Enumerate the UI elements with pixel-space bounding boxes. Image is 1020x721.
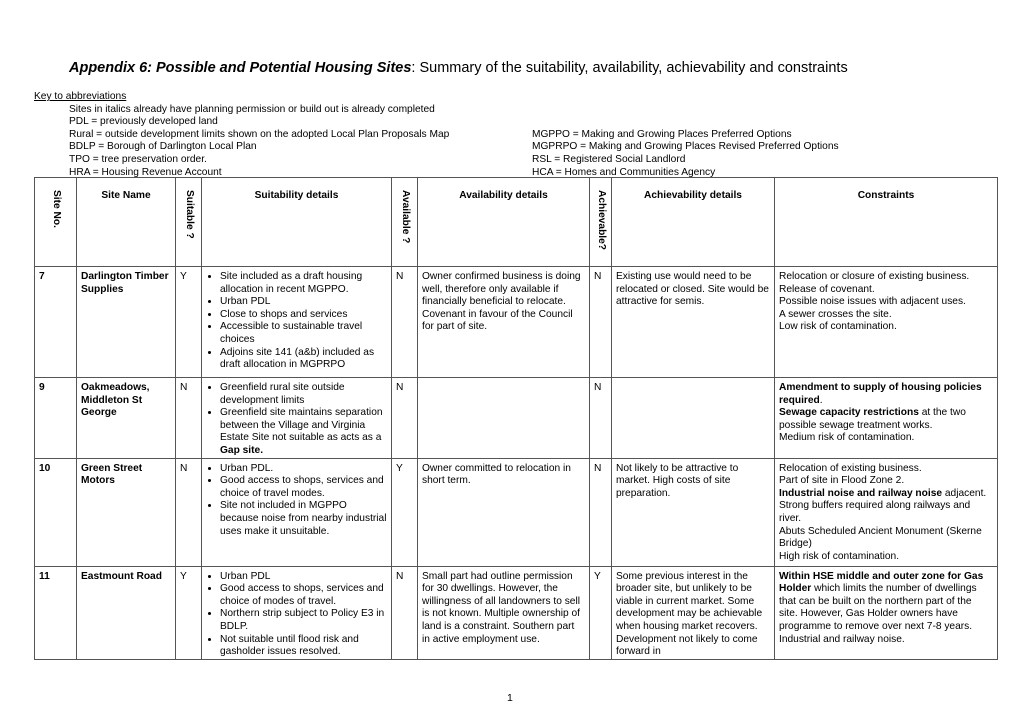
constraint-text: which limits the number of dwellings that can be built on the northern part of the site. However, Gas Holder owners have programme to remove over next 7-8 years.: [779, 583, 977, 632]
suitability-details: [202, 458, 392, 566]
constraint-line: Possible noise issues with adjacent uses.: [779, 296, 966, 308]
page-title: [69, 60, 848, 76]
constraint-line: Abuts Scheduled Ancient Monument (Skerne Bridge): [779, 525, 982, 550]
key-line-left: TPO = tree preservation order.: [69, 153, 207, 165]
achievable-flag: Y: [590, 566, 612, 659]
header-suitable: [176, 178, 202, 267]
page-title-bold: Appendix 6: Possible and Potential Housing Sites: [69, 60, 412, 76]
key-line-right: HCA = Homes and Communities Agency: [532, 166, 716, 178]
suitability-item: • Site not included in MGPPO because noise from nearby industrial uses make it unsuitable.: [220, 500, 387, 538]
header-achievability: Achievability details: [612, 178, 775, 267]
constraint-line: [779, 407, 993, 432]
header-site-no-label: Site No.: [50, 190, 62, 228]
achievable-flag: N: [590, 458, 612, 566]
header-suitability: Suitability details: [202, 178, 392, 267]
key-line: [34, 153, 686, 167]
site-name: Eastmount Road: [77, 566, 176, 659]
site-name: Green Street Motors: [77, 458, 176, 566]
constraint-line: [779, 571, 993, 634]
constraint-text: at the two possible sewage treatment works.: [779, 407, 966, 431]
suitability-details: [202, 378, 392, 459]
header-available: [392, 178, 418, 267]
available-flag: N: [392, 378, 418, 459]
header-achievable: [590, 178, 612, 267]
available-flag: Y: [392, 458, 418, 566]
suitability-item: • Adjoins site 141 (a&b) included as draft allocation in MGPRPO: [220, 347, 387, 372]
constraint-line: Low risk of contamination.: [779, 321, 897, 333]
constraint-text: adjacent.: [944, 487, 987, 499]
constraint-line: High risk of contamination.: [779, 550, 900, 562]
constraint-bold: Industrial noise and railway noise: [779, 487, 943, 499]
header-row: [35, 178, 998, 267]
header-achievable-label: Achievable?: [595, 190, 607, 251]
housing-sites-table: [34, 177, 998, 660]
header-constraints: Constraints: [775, 178, 998, 267]
availability-details: Owner committed to relocation in short term.: [418, 458, 590, 566]
availability-details: Owner confirmed business is doing well, therefore only available if financially beneficial to relocate. Covenant in favour of the Council for part of site.: [418, 267, 590, 378]
suitable-flag: N: [176, 378, 202, 459]
achievability-details: Some previous interest in the broader site, but unlikely to be viable in current market. Some development may be achievable when housing market recovers. Development not likely to come forward in: [612, 566, 775, 659]
constraint-line: Part of site in Flood Zone 2.: [779, 475, 905, 487]
suitability-item: • Northern strip subject to Policy E3 in BDLP.: [220, 608, 387, 633]
constraints-details: [775, 378, 998, 459]
available-flag: N: [392, 267, 418, 378]
key-line-left: Rural = outside development limits shown on the adopted Local Plan Proposals Map: [69, 128, 450, 140]
key-line: [34, 128, 792, 142]
abbreviation-key: [34, 91, 839, 179]
achievable-flag: N: [590, 378, 612, 459]
constraint-line: Release of covenant.: [779, 283, 875, 295]
achievability-details: Not likely to be attractive to market. High costs of site preparation.: [612, 458, 775, 566]
key-line-left: HRA = Housing Revenue Account: [69, 166, 222, 178]
header-suitable-label: Suitable ?: [183, 190, 195, 239]
suitable-flag: Y: [176, 267, 202, 378]
suitable-flag: Y: [176, 566, 202, 659]
suitability-details: [202, 566, 392, 659]
suitability-details: [202, 267, 392, 378]
table-row: [35, 458, 998, 566]
key-line-left: PDL = previously developed land: [69, 116, 218, 128]
suitability-item-text: Greenfield site maintains separation between the Village and Virginia Estate Site not suitable as acts as a: [220, 407, 383, 444]
key-line-left: BDLP = Borough of Darlington Local Plan: [69, 141, 257, 153]
page-number: 1: [507, 692, 513, 704]
constraint-bold: Sewage capacity restrictions: [779, 407, 919, 419]
site-name: Oakmeadows, Middleton St George: [77, 378, 176, 459]
constraint-bold: Within HSE middle and outer zone for Gas Holder: [779, 570, 984, 595]
table-row: [35, 566, 998, 659]
suitability-item: • Accessible to sustainable travel choices: [220, 321, 387, 346]
site-number: 11: [35, 566, 77, 659]
constraint-line: Amendment to supply of housing policies required.: [779, 382, 982, 406]
availability-details: Small part had outline permission for 30 dwellings. However, the willingness of all landowners to sell is not known. Multiple ownership of land is a constraint. Southern part in active employment use.: [418, 566, 590, 659]
suitability-item: • Close to shops and services: [220, 309, 387, 322]
gap-site-label: Gap site.: [220, 444, 264, 456]
available-flag: N: [392, 566, 418, 659]
site-number: 7: [35, 267, 77, 378]
suitability-item: [220, 407, 387, 457]
suitability-item: • Good access to shops, services and choice of travel modes.: [220, 475, 387, 500]
suitability-item: • Site included as a draft housing allocation in recent MGPPO.: [220, 271, 387, 296]
availability-details: [418, 378, 590, 459]
constraint-line: Relocation or closure of existing business.: [779, 271, 970, 282]
header-availability: Availability details: [418, 178, 590, 267]
header-site-no: [35, 178, 77, 267]
key-line-right: MGPRPO = Making and Growing Places Revised Preferred Options: [532, 141, 839, 153]
constraints-details: [775, 267, 998, 378]
header-available-label: Available ?: [399, 190, 411, 244]
suitability-item: • Urban PDL: [220, 571, 387, 584]
achievability-details: [612, 378, 775, 459]
site-name: Darlington Timber Supplies: [77, 267, 176, 378]
suitability-item: • Greenfield rural site outside development limits: [220, 382, 387, 407]
table-row: [35, 378, 998, 459]
page-title-rest: : Summary of the suitability, availability, achievability and constraints: [411, 60, 848, 76]
suitability-item: • Urban PDL: [220, 296, 387, 309]
key-line-right: RSL = Registered Social Landlord: [532, 153, 686, 165]
achievable-flag: N: [590, 267, 612, 378]
key-line: [34, 141, 839, 154]
constraint-line: Industrial and railway noise.: [779, 633, 905, 645]
constraint-line: Medium risk of contamination.: [779, 432, 915, 444]
constraint-line: Relocation of existing business.: [779, 462, 922, 474]
constraints-details: [775, 566, 998, 659]
key-line: [34, 116, 449, 129]
suitability-item: • Urban PDL.: [220, 463, 387, 476]
constraint-bold: Amendment to supply of housing policies required: [779, 382, 982, 406]
achievability-details: Existing use would need to be relocated or closed. Site would be attractive for semis.: [612, 267, 775, 378]
constraints-details: [775, 458, 998, 566]
key-line-left: Sites in italics already have planning permission or build out is already completed: [69, 103, 435, 115]
site-number: 9: [35, 378, 77, 459]
suitable-flag: N: [176, 458, 202, 566]
header-site-name: Site Name: [77, 178, 176, 267]
key-line: [34, 104, 449, 117]
suitability-item: • Not suitable until flood risk and gasholder issues resolved.: [220, 634, 387, 659]
key-line-right: MGPPO = Making and Growing Places Preferred Options: [532, 128, 792, 140]
suitability-item: • Good access to shops, services and choice of modes of travel.: [220, 583, 387, 608]
key-heading: Key to abbreviations: [34, 91, 127, 102]
table-row: [35, 267, 998, 378]
constraint-line: Strong buffers required along railways and river.: [779, 500, 971, 524]
constraint-line: [779, 488, 993, 501]
site-number: 10: [35, 458, 77, 566]
constraint-line: A sewer crosses the site.: [779, 308, 892, 320]
